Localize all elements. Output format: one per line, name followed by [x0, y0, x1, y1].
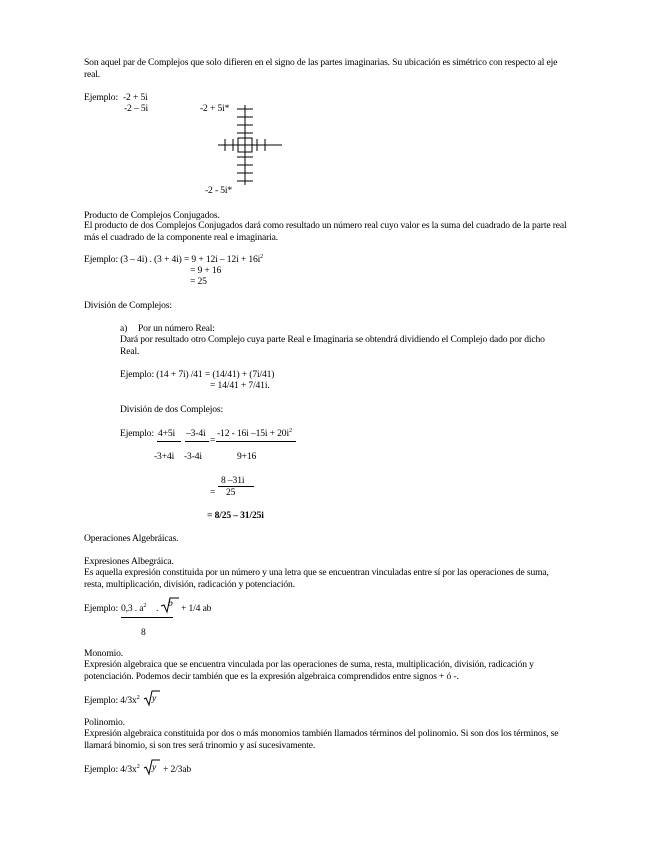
product-title: Producto de Complejos Conjugados.	[84, 210, 220, 221]
division-a-ex2: = 14/41 + 7/41i.	[210, 380, 270, 391]
division-b-title: División de dos Complejos:	[120, 404, 223, 415]
expr-title: Expresiones Albegráica.	[84, 556, 174, 567]
ex1-z1: -2 + 5i	[123, 92, 148, 103]
division-b-den4: 25	[226, 487, 236, 498]
ex1-bottom-point: -2 - 5i*	[205, 185, 233, 196]
expr-desc: Es aquella expresión constituida por un número y una letra que se encuentran vinculadas entre sí por las operaciones de suma, resta, multiplicación, división, radicación y potenciación.	[84, 567, 549, 590]
poly-title: Polinomio.	[84, 717, 125, 728]
ex1-top-point: -2 + 5i*	[200, 103, 230, 114]
expr-ex-den: 8	[141, 627, 146, 638]
expr-ex-rad: b	[168, 598, 173, 609]
product-line3: = 25	[190, 276, 207, 287]
division-b-result: = 8/25 – 31/25i	[207, 510, 264, 521]
division-b-den3: 9+16	[237, 451, 257, 462]
division-b-num4: 8 –31i	[221, 475, 245, 486]
ex1-label: Ejemplo:	[84, 92, 118, 103]
product-line2: = 9 + 16	[190, 265, 222, 276]
mono-desc: Expresión algebraica que se encuentra vinculada por las operaciones de suma, resta, multiplicación, división, radicación y potenciación. Podemos decir también que es la expresión algebraica comprendidos entre signos + ó -.	[84, 659, 534, 682]
ex1-z2: -2 – 5i	[124, 103, 148, 114]
product-desc: El producto de dos Complejos Conjugados dará como resultado un número real cuyo valor es la suma del cuadrado de la parte real más el cuadrado de la componente real e imaginaria.	[84, 220, 567, 243]
division-a-label: a)	[120, 323, 128, 334]
algebraic-title: Operaciones Algebráicas.	[84, 533, 179, 544]
division-a-desc: Dará por resultado otro Complejo cuya parte Real e Imaginaria se obtendrá dividiendo el Complejo dado por dicho Real.	[120, 334, 545, 357]
expr-ex-num: 0,3 . $a^2$	[121, 603, 147, 614]
division-b-eq: =	[210, 435, 216, 446]
poly-desc: Expresión algebraica constituida por dos o más monomios también llamados términos del polinomio. Si son dos los términos, se llamará binomio, si son tres será trinomio y así sucesivamente.	[84, 728, 559, 751]
division-title: División de Complejos:	[84, 300, 172, 311]
expr-ex-tail: + 1/4 ab	[181, 603, 212, 614]
division-b-num2: –3-4i	[186, 428, 206, 439]
division-a-title: Por un número Real:	[138, 323, 215, 334]
product-line1: Ejemplo: (3 – 4i) . $(3 + 4i) = 9 + 12i - 12i + 16i^2$	[84, 254, 264, 265]
division-b-eq2: =	[210, 487, 216, 498]
division-b-num1: 4+5i	[158, 428, 176, 439]
division-b-num3: -12 - 16i $-15i + 20i^2$	[217, 428, 292, 439]
poly-tail: + 2/3ab	[163, 764, 192, 775]
poly-ex: Ejemplo: $4/3x^2$	[84, 764, 140, 775]
expr-ex-dot: .	[156, 603, 159, 614]
division-b-den1: -3+4i	[154, 451, 175, 462]
expr-ex-label: Ejemplo:	[84, 603, 118, 614]
complex-plane-graph	[210, 100, 290, 190]
mono-rad: y	[152, 693, 157, 704]
division-b-den2: -3-4i	[184, 451, 202, 462]
division-a-ex1: Ejemplo: (14 + 7i) /41 = (14/41) + (7i/41)	[120, 369, 275, 380]
division-b-label: Ejemplo:	[120, 428, 154, 439]
mono-ex: Ejemplo: $4/3x^2$	[84, 695, 140, 706]
poly-rad: y	[152, 762, 157, 773]
intro-paragraph: Son aquel par de Complejos que solo difieren en el signo de las partes imaginarias. Su ubicación es simétrico con respecto al eje real.	[84, 57, 558, 80]
mono-title: Monomio.	[84, 648, 124, 659]
